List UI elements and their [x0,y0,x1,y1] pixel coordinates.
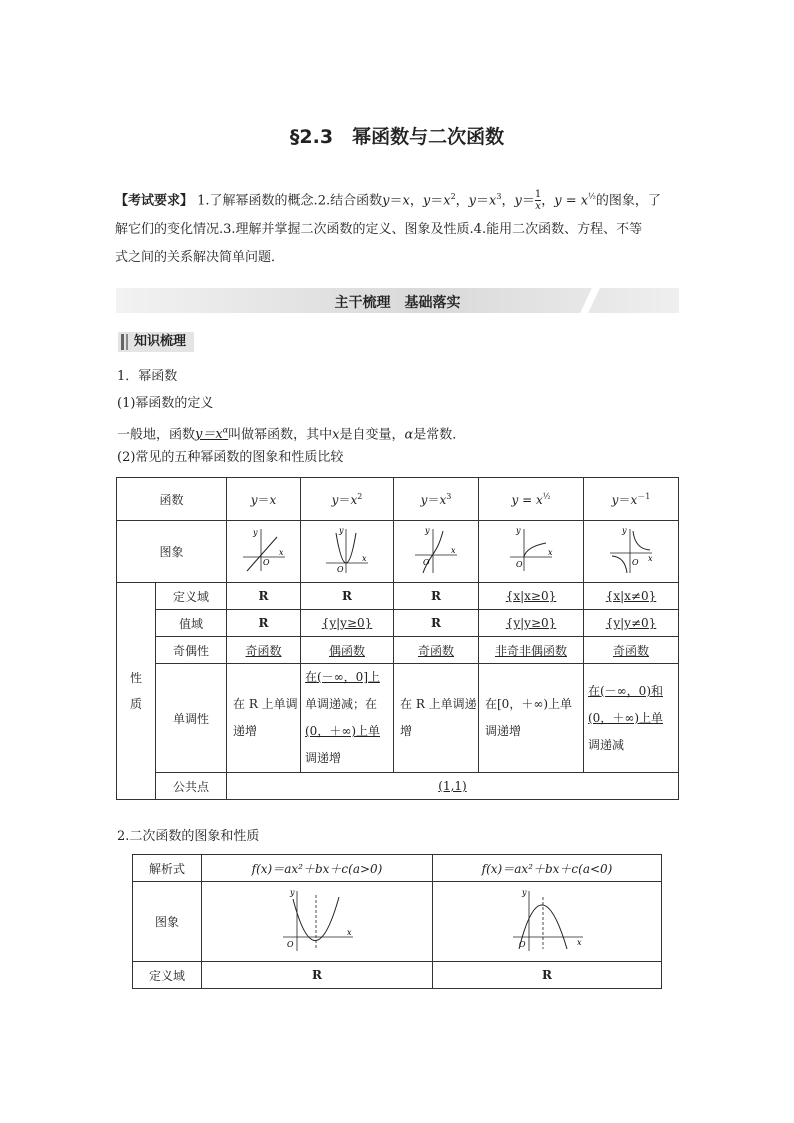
func-y-inv: $y=x^{-1}$ [584,478,679,521]
quadratic-table [132,854,662,989]
domain-a-negative: R [433,962,662,989]
svg-text:x: x [278,548,284,557]
svg-text:O: O [519,940,526,949]
section1-sub1: (1)幂函数的定义 [117,396,214,411]
expr-a-positive: f(x)＝ax²＋bx＋c(a>0) [202,855,433,882]
section-banner [116,288,679,313]
range-cell: {y|y≥0} [479,610,584,637]
func-y-sqrt: $y = x^{\frac{1}{2}}$ [479,478,584,521]
svg-text:x: x [362,554,367,563]
banner-text: 主干梳理 基础落实 [334,295,461,311]
graph-sqrt [479,521,584,583]
monotonic-cell: 在[0，＋∞)上单调递增 [479,664,584,773]
domain-cell: R [301,583,394,610]
func-y-x: y＝x [227,478,301,521]
section1-sub2: (2)常见的五种幂函数的图象和性质比较 [117,450,344,465]
svg-text:O: O [287,940,294,949]
table-row [133,855,662,882]
common-point-cell: (1,1) [227,773,679,800]
table-row [117,637,679,664]
section2-heading: 2.二次函数的图象和性质 [117,829,260,844]
range-cell: R [227,610,301,637]
requirements-tag: 【考试要求】 [115,193,194,209]
graph-label: 图象 [117,521,227,583]
expr-label: 解析式 [133,855,202,882]
table-row [133,962,662,989]
svg-text:O: O [516,560,523,569]
parity-cell: 奇函数 [584,637,679,664]
row-label-parity: 奇偶性 [156,637,227,664]
parity-cell: 偶函数 [301,637,394,664]
table-row [117,773,679,800]
monotonic-cell: 在 R 上单调递增 [227,664,301,773]
table-row [117,521,679,583]
svg-text:y: y [339,526,344,535]
domain-a-positive: R [202,962,433,989]
graph-parabola-down [433,882,662,962]
svg-text:x: x [548,548,553,557]
svg-text:y: y [516,526,521,535]
parity-cell: 奇函数 [394,637,479,664]
row-label-range: 值域 [156,610,227,637]
table-row [117,610,679,637]
monotonic-cell: 在(－∞，0)和 (0，＋∞)上单 调递减 [584,664,679,773]
svg-text:y: y [622,526,627,535]
svg-text:x: x [648,554,653,563]
row-label-domain: 定义域 [156,583,227,610]
svg-text:y: y [290,888,295,897]
func-y-x3: $y=x^3$ [394,478,479,521]
monotonic-cell: 在 R 上单调递增 [394,664,479,773]
knowledge-tag: 知识梳理 [118,332,194,352]
svg-text:O: O [262,558,270,567]
page-title: §2.3 幂函数与二次函数 [289,126,505,148]
svg-text:x: x [577,938,582,947]
domain-cell: R [394,583,479,610]
table-row [133,882,662,962]
properties-label: 性 质 [117,583,156,800]
range-cell: R [394,610,479,637]
svg-text:y: y [425,526,430,535]
parity-cell: 非奇非偶函数 [479,637,584,664]
range-cell: {y|y≥0} [301,610,394,637]
table-row [117,478,679,521]
parity-cell: 奇函数 [227,637,301,664]
requirements-line-2: 解它们的变化情况.3.理解并掌握二次函数的定义、图象及性质.4.能用二次函数、方程、不等 [115,222,643,238]
svg-text:O: O [632,558,639,567]
svg-text:y: y [252,528,258,537]
table-row [117,664,679,773]
requirements-text-b: 的图象，了 [595,193,661,209]
domain-cell: {x|x≠0} [584,583,679,610]
svg-text:O: O [423,558,430,567]
func-y-x2: $y=x^2$ [301,478,394,521]
range-cell: {y|y≠0} [584,610,679,637]
graph-linear [227,521,301,583]
power-functions-table [116,477,679,800]
exam-requirements: 【考试要求】 1.了解幂函数的概念.2.结合函数y＝x，$y=x^2$，$y=x^3$，y＝ $\frac{1}{x}$，$y = x^{\frac{1}{2}}$的图象，了 解它们的变化情况.3.理解并掌握二次函数的定义、图象及性质.4.能用二次函数、方程、不等 式之间的关系解决简单问题． [115,182,680,272]
expr-a-negative: f(x)＝ax²＋bx＋c(a<0) [433,855,662,882]
svg-text:x: x [347,928,352,937]
domain-cell: {x|x≥0} [479,583,584,610]
svg-text:x: x [451,546,456,555]
graph-cube [394,521,479,583]
graph-inverse [584,521,679,583]
requirements-text-a: 1.了解幂函数的概念.2.结合函数 [197,193,383,209]
table-row [117,583,679,610]
row-label-common: 公共点 [156,773,227,800]
svg-text:O: O [337,565,344,574]
section1-heading: 1．幂函数 [117,369,178,384]
domain-cell: R [227,583,301,610]
monotonic-cell: 在(－∞，0]上 单调递减；在 (0，＋∞)上单 调递增 [301,664,394,773]
requirements-line-3: 式之间的关系解决简单问题． [115,250,285,266]
graph-label: 图象 [133,882,202,962]
graph-parabola-up [202,882,433,962]
power-function-definition: 一般地，函数$y=x^\alpha$叫做幂函数，其中x是自变量，α是常数． [117,426,466,443]
row-label-monotonic: 单调性 [156,664,227,773]
graph-square [301,521,394,583]
col-label: 函数 [117,478,227,521]
domain-label: 定义域 [133,962,202,989]
svg-text:y: y [522,888,527,897]
